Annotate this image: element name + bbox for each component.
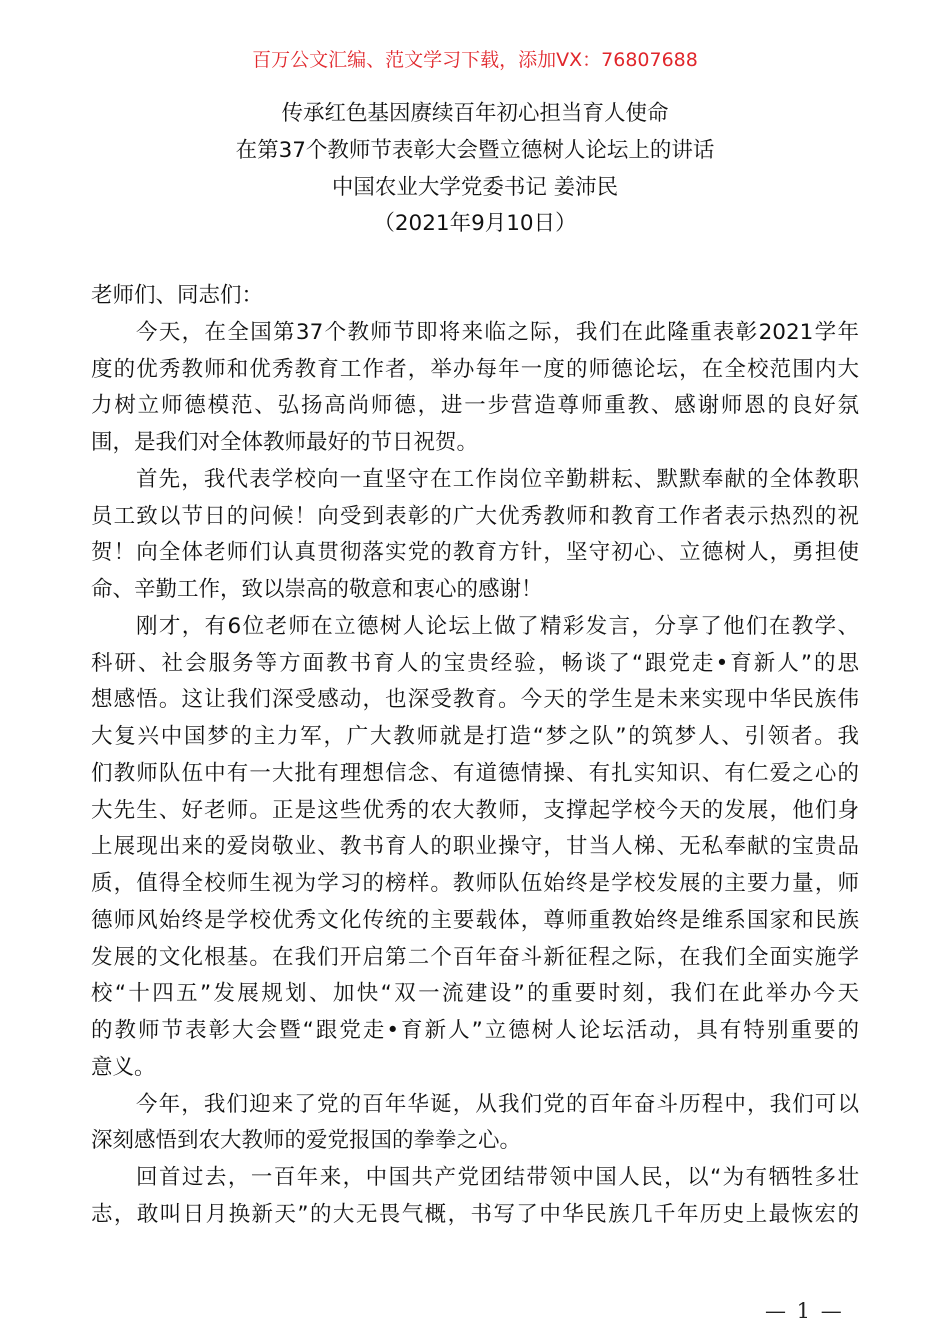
title-line-author: 中国农业大学党委书记 姜沛民 <box>331 174 619 200</box>
paragraph-line: 今天，在全国第37个教师节即将来临之际，我们在此隆重表彰2021学年 <box>136 319 859 345</box>
paragraph-line: 上展现出来的爱岗敬业、教书育人的职业操守，甘当人梯、无私奉献的宝贵品 <box>91 834 859 860</box>
paragraph <box>91 462 859 609</box>
paragraph-line: 大复兴中国梦的主力军，广大教师就是打造“梦之队”的筑梦人、引领者。我 <box>91 724 859 749</box>
paragraph-line: 回首过去，一百年来，中国共产党团结带领中国人民，以“为有牺牲多壮 <box>136 1165 859 1190</box>
paragraph-line: 想感悟。这让我们深受感动，也深受教育。今天的学生是未来实现中华民族伟 <box>91 687 859 713</box>
paragraph-line: 命、辛勤工作，致以崇高的敬意和衷心的感谢！ <box>91 577 543 602</box>
paragraph-line: 志，敢叫日月换新天”的大无畏气概，书写了中华民族几千年历史上最恢宏的 <box>91 1201 859 1227</box>
paragraph-line: 力树立师德模范、弘扬高尚师德，进一步营造尊师重教、感谢师恩的良好氛 <box>91 393 859 419</box>
paragraph-line: 贺！向全体老师们认真贯彻落实党的教育方针，坚守初心、立德树人，勇担使 <box>91 540 859 566</box>
paragraph-line: 发展的文化根基。在我们开启第二个百年奋斗新征程之际，在我们全面实施学 <box>91 944 859 970</box>
paragraph-line: 意义。 <box>91 1054 156 1080</box>
paragraph <box>91 315 859 462</box>
title-line-main: 传承红色基因赓续百年初心担当育人使命 <box>281 101 669 126</box>
paragraph <box>91 1087 859 1161</box>
paragraph-line: 刚才，有6位老师在立德树人论坛上做了精彩发言，分享了他们在教学、 <box>136 613 859 639</box>
paragraph-line: 今年，我们迎来了党的百年华诞，从我们党的百年奋斗历程中，我们可以 <box>136 1091 859 1117</box>
paragraph-line: 校“十四五”发展规划、加快“双一流建设”的重要时刻，我们在此举办今天 <box>91 981 859 1007</box>
paragraph-line: 员工致以节日的问候！向受到表彰的广大优秀教师和教育工作者表示热烈的祝 <box>91 503 859 529</box>
paragraph-line: 质，值得全校师生视为学习的榜样。教师队伍始终是学校发展的主要力量，师 <box>91 871 859 896</box>
title-line-date: （2021年9月10日） <box>373 211 577 237</box>
paragraph-line: 科研、社会服务等方面教书育人的宝贵经验，畅谈了“跟党走•育新人”的思 <box>91 650 859 676</box>
paragraph-line: 首先，我代表学校向一直坚守在工作岗位辛勤耕耘、默默奉献的全体教职 <box>136 466 859 492</box>
paragraph-line: 深刻感悟到农大教师的爱党报国的拳拳之心。 <box>91 1128 522 1154</box>
watermark-banner: 百万公文汇编、范文学习下载，添加VX：76807688 <box>252 49 698 71</box>
salutation: 老师们、同志们： <box>91 283 264 308</box>
paragraph-line: 们教师队伍中有一大批有理想信念、有道德情操、有扎实知识、有仁爱之心的 <box>91 760 859 786</box>
document-title <box>0 96 950 243</box>
paragraph-line: 度的优秀教师和优秀教育工作者，举办每年一度的师德论坛，在全校范围内大 <box>91 356 859 382</box>
title-line-subtitle: 在第37个教师节表彰大会暨立德树人论坛上的讲话 <box>235 137 715 163</box>
paragraph-line: 围，是我们对全体教师最好的节日祝贺。 <box>91 430 479 455</box>
document-body <box>91 278 859 1234</box>
page-number: — 1 — <box>765 1299 844 1323</box>
paragraph-line: 德师风始终是学校优秀文化传统的主要载体，尊师重教始终是维系国家和民族 <box>91 907 859 933</box>
paragraph-line: 大先生、好老师。正是这些优秀的农大教师，支撑起学校今天的发展，他们身 <box>91 797 859 823</box>
paragraph <box>91 1160 859 1234</box>
paragraph-line: 的教师节表彰大会暨“跟党走•育新人”立德树人论坛活动，具有特别重要的 <box>91 1018 859 1043</box>
paragraph <box>91 609 859 1087</box>
